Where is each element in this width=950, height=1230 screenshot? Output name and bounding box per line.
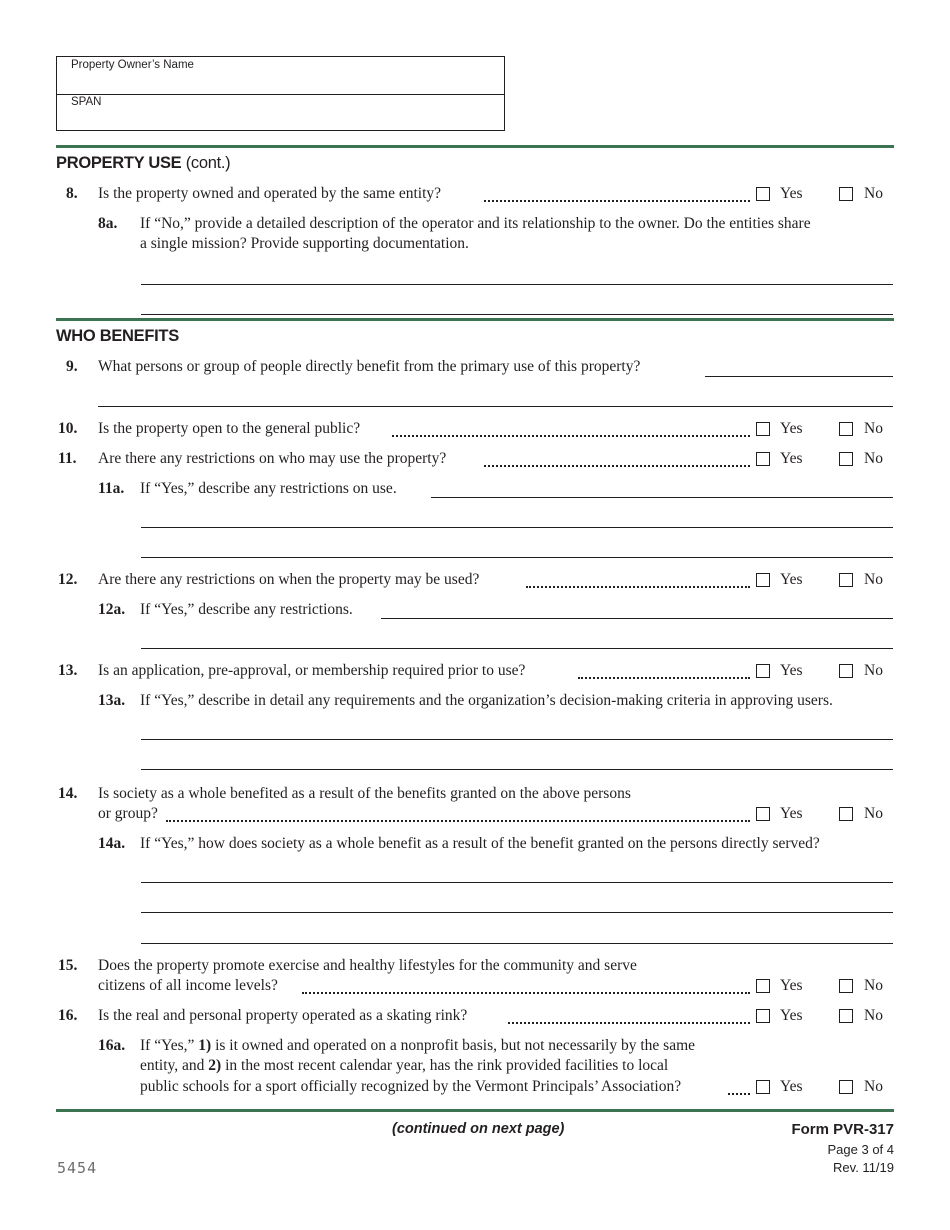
section-title-who-benefits: WHO BENEFITS — [56, 327, 179, 345]
q11-number: 11. — [58, 450, 77, 467]
q13-no-label: No — [864, 662, 883, 679]
q8-yes-checkbox[interactable] — [756, 187, 770, 201]
q16-no-checkbox[interactable] — [839, 1009, 853, 1023]
q14-number: 14. — [58, 785, 78, 802]
q11-no-checkbox[interactable] — [839, 452, 853, 466]
q16a-yes-label: Yes — [780, 1078, 803, 1095]
q12-yes-checkbox[interactable] — [756, 573, 770, 587]
q8-no-checkbox[interactable] — [839, 187, 853, 201]
q12a-number: 12a. — [98, 601, 126, 618]
q15-yes-label: Yes — [780, 977, 803, 994]
q13a-text: If “Yes,” describe in detail any requirements and the organization’s decision-making criteria in approving users. — [140, 692, 833, 709]
q12a-text: If “Yes,” describe any restrictions. — [140, 601, 353, 618]
q8-text: Is the property owned and operated by the same entity? — [98, 185, 442, 202]
q8-yes-label: Yes — [780, 185, 803, 202]
q8-no-label: No — [864, 185, 883, 202]
q16-yes-checkbox[interactable] — [756, 1009, 770, 1023]
continued-note: (continued on next page) — [392, 1121, 565, 1137]
q9-answer-line[interactable] — [705, 376, 893, 377]
q16a-text-line2: entity, and 2) in the most recent calendar year, has the rink provided facilities to local — [140, 1057, 669, 1074]
q11a-number: 11a. — [98, 480, 125, 497]
q9-number: 9. — [66, 358, 78, 375]
form-code: 5454 — [57, 1159, 98, 1177]
q16a-number: 16a. — [98, 1037, 126, 1054]
leader-dots — [526, 586, 750, 588]
q14-text-line2: or group? — [98, 805, 158, 822]
q12-yes-label: Yes — [780, 571, 803, 588]
q12-number: 12. — [58, 571, 78, 588]
owner-name-label: Property Owner’s Name — [71, 59, 194, 71]
q16-number: 16. — [58, 1007, 78, 1024]
q12-text: Are there any restrictions on when the property may be used? — [98, 571, 480, 588]
q11a-answer-line[interactable] — [431, 497, 893, 498]
q11a-answer-line[interactable] — [141, 557, 893, 558]
q16-no-label: No — [864, 1007, 883, 1024]
q12a-answer-line[interactable] — [381, 618, 893, 619]
q14-yes-checkbox[interactable] — [756, 807, 770, 821]
q13a-number: 13a. — [98, 692, 126, 709]
leader-dots — [508, 1022, 750, 1024]
q8-number: 8. — [66, 185, 78, 202]
q12a-answer-line[interactable] — [141, 648, 893, 649]
q16a-no-label: No — [864, 1078, 883, 1095]
q16a-yes-checkbox[interactable] — [756, 1080, 770, 1094]
q13-no-checkbox[interactable] — [839, 664, 853, 678]
q15-text-line2: citizens of all income levels? — [98, 977, 278, 994]
q11a-answer-line[interactable] — [141, 527, 893, 528]
q14a-number: 14a. — [98, 835, 126, 852]
q8a-answer-line[interactable] — [141, 284, 893, 285]
q14-yes-label: Yes — [780, 805, 803, 822]
span-label: SPAN — [71, 96, 102, 108]
section-divider — [56, 318, 894, 321]
q14-no-label: No — [864, 805, 883, 822]
q8a-answer-line[interactable] — [141, 314, 893, 315]
owner-name-field[interactable] — [57, 57, 504, 95]
q13-number: 13. — [58, 662, 78, 679]
q16a-text-line3: public schools for a sport officially recognized by the Vermont Principals’ Association? — [140, 1078, 682, 1095]
owner-info-box — [56, 56, 505, 131]
q15-yes-checkbox[interactable] — [756, 979, 770, 993]
q16-yes-label: Yes — [780, 1007, 803, 1024]
q13a-answer-line[interactable] — [141, 769, 893, 770]
q14-no-checkbox[interactable] — [839, 807, 853, 821]
q13a-answer-line[interactable] — [141, 739, 893, 740]
leader-dots — [392, 435, 750, 437]
q9-text: What persons or group of people directly benefit from the primary use of this property? — [98, 358, 641, 375]
q16a-text-line1: If “Yes,” 1) is it owned and operated on a nonprofit basis, but not necessarily by the same — [140, 1037, 696, 1054]
page-number: Page 3 of 4 — [827, 1142, 894, 1157]
q11-yes-checkbox[interactable] — [756, 452, 770, 466]
q16-text: Is the real and personal property operated as a skating rink? — [98, 1007, 468, 1024]
q11-text: Are there any restrictions on who may use the property? — [98, 450, 447, 467]
q10-number: 10. — [58, 420, 78, 437]
q8a-number: 8a. — [98, 215, 118, 232]
leader-dots — [302, 992, 750, 994]
leader-dots — [728, 1093, 750, 1095]
q11-yes-label: Yes — [780, 450, 803, 467]
span-field[interactable] — [57, 94, 504, 130]
q11-no-label: No — [864, 450, 883, 467]
q10-yes-checkbox[interactable] — [756, 422, 770, 436]
leader-dots — [484, 465, 750, 467]
q14a-answer-line[interactable] — [141, 882, 893, 883]
q12-no-label: No — [864, 571, 883, 588]
q15-no-checkbox[interactable] — [839, 979, 853, 993]
q14a-answer-line[interactable] — [141, 912, 893, 913]
q9-answer-line[interactable] — [98, 406, 893, 407]
revision-date: Rev. 11/19 — [833, 1160, 894, 1175]
footer-divider — [56, 1109, 894, 1112]
form-id: Form PVR-317 — [791, 1121, 894, 1138]
leader-dots — [166, 820, 750, 822]
q13-yes-checkbox[interactable] — [756, 664, 770, 678]
q10-no-label: No — [864, 420, 883, 437]
q14-text-line1: Is society as a whole benefited as a result of the benefits granted on the above persons — [98, 785, 631, 802]
leader-dots — [578, 677, 750, 679]
q15-text-line1: Does the property promote exercise and healthy lifestyles for the community and serve — [98, 957, 637, 974]
q10-text: Is the property open to the general public? — [98, 420, 361, 437]
q14a-answer-line[interactable] — [141, 943, 893, 944]
q15-no-label: No — [864, 977, 883, 994]
q8a-text-line1: If “No,” provide a detailed description of the operator and its relationship to the owner. Do the entities share — [140, 215, 811, 232]
q13-text: Is an application, pre-approval, or membership required prior to use? — [98, 662, 526, 679]
q8a-text-line2: a single mission? Provide supporting documentation. — [140, 235, 469, 252]
q12-no-checkbox[interactable] — [839, 573, 853, 587]
q11a-text: If “Yes,” describe any restrictions on use. — [140, 480, 397, 497]
q10-yes-label: Yes — [780, 420, 803, 437]
section-title-property-use: PROPERTY USE (cont.) — [56, 154, 231, 172]
q10-no-checkbox[interactable] — [839, 422, 853, 436]
section-divider — [56, 145, 894, 148]
q15-number: 15. — [58, 957, 78, 974]
q13-yes-label: Yes — [780, 662, 803, 679]
leader-dots — [484, 200, 750, 202]
q16a-no-checkbox[interactable] — [839, 1080, 853, 1094]
q14a-text: If “Yes,” how does society as a whole benefit as a result of the benefit granted on the persons directly served? — [140, 835, 820, 852]
